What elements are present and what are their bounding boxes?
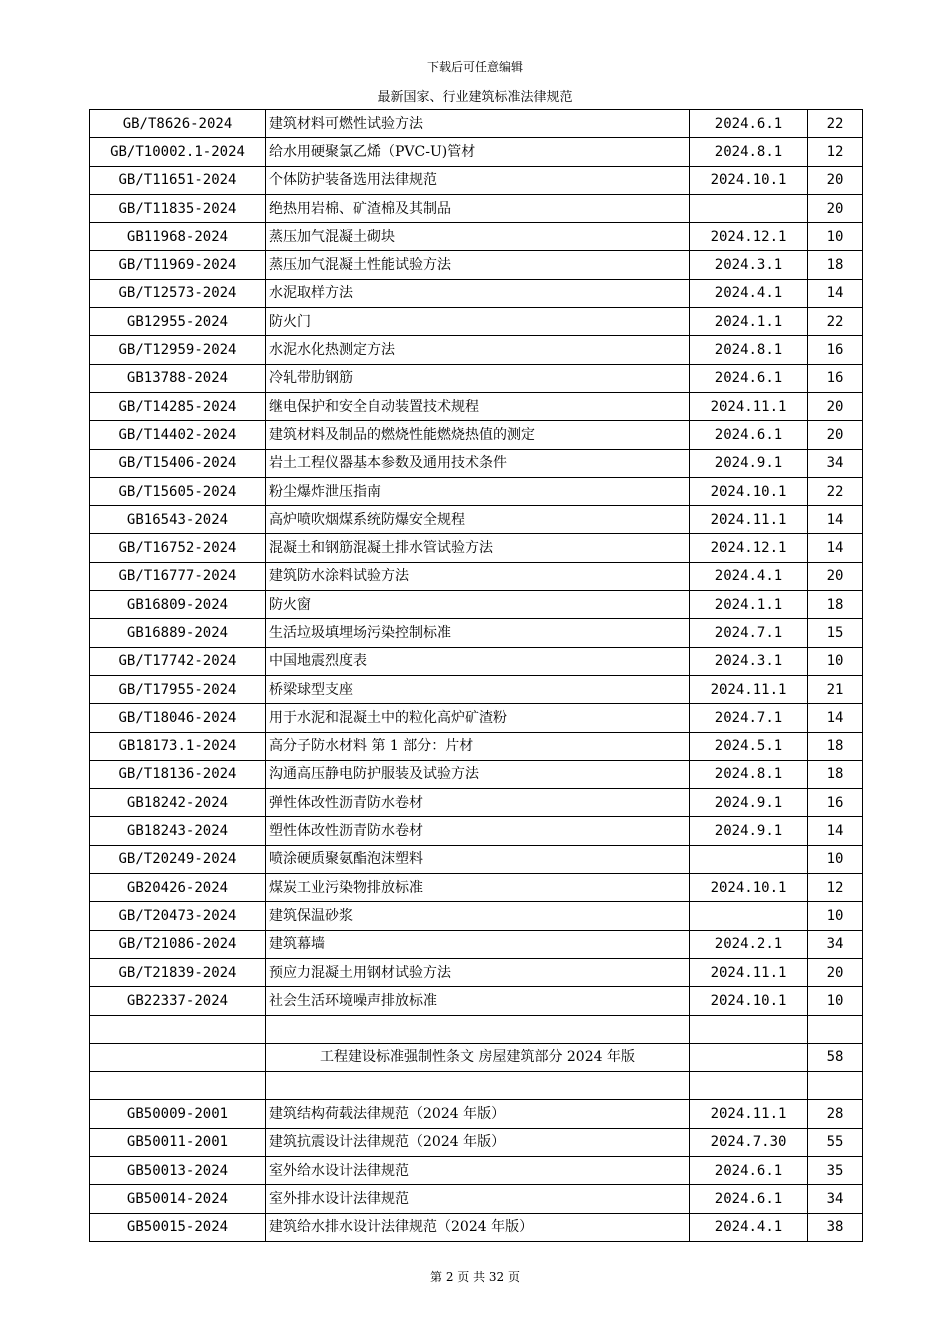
standard-code-cell: GB/T8626-2024 <box>90 110 266 138</box>
page-count-cell: 22 <box>808 308 863 336</box>
page-count-cell: 55 <box>808 1128 863 1156</box>
standard-code-cell: GB/T17955-2024 <box>90 675 266 703</box>
standard-code-cell <box>90 1015 266 1043</box>
standard-code-cell: GB/T15605-2024 <box>90 477 266 505</box>
standard-code-cell: GB/T14285-2024 <box>90 392 266 420</box>
standard-name-cell: 建筑材料及制品的燃烧性能燃烧热值的测定 <box>266 421 690 449</box>
effective-date-cell: 2024.8.1 <box>690 138 808 166</box>
effective-date-cell: 2024.11.1 <box>690 506 808 534</box>
standard-name-cell: 室外给水设计法律规范 <box>266 1156 690 1184</box>
standard-code-cell: GB50011-2001 <box>90 1128 266 1156</box>
page-count-cell: 18 <box>808 732 863 760</box>
table-row <box>90 1128 863 1156</box>
table-row <box>90 562 863 590</box>
effective-date-cell: 2024.3.1 <box>690 647 808 675</box>
table-row <box>90 336 863 364</box>
table-row <box>90 194 863 222</box>
page-count-cell: 10 <box>808 987 863 1015</box>
page-count-cell: 12 <box>808 138 863 166</box>
table-row <box>90 760 863 788</box>
page-count-cell: 22 <box>808 110 863 138</box>
standard-name-cell: 用于水泥和混凝土中的粒化高炉矿渣粉 <box>266 704 690 732</box>
standard-name-cell <box>266 1015 690 1043</box>
page-count-cell: 21 <box>808 675 863 703</box>
standard-name-cell: 水泥水化热测定方法 <box>266 336 690 364</box>
standard-name-cell: 塑性体改性沥青防水卷材 <box>266 817 690 845</box>
page-count-cell: 14 <box>808 279 863 307</box>
page-count-cell: 15 <box>808 619 863 647</box>
standard-code-cell: GB50009-2001 <box>90 1100 266 1128</box>
effective-date-cell: 2024.2.1 <box>690 930 808 958</box>
page-footer: 第 2 页 共 32 页 <box>430 1270 520 1284</box>
page-count-cell: 20 <box>808 562 863 590</box>
effective-date-cell: 2024.11.1 <box>690 958 808 986</box>
standard-code-cell: GB13788-2024 <box>90 364 266 392</box>
standard-name-cell: 建筑防水涂料试验方法 <box>266 562 690 590</box>
page-count-cell: 34 <box>808 449 863 477</box>
table-row <box>90 392 863 420</box>
standard-name-cell: 喷涂硬质聚氨酯泡沫塑料 <box>266 845 690 873</box>
effective-date-cell <box>690 1015 808 1043</box>
effective-date-cell: 2024.4.1 <box>690 562 808 590</box>
effective-date-cell <box>690 1043 808 1071</box>
standard-name-cell: 防火窗 <box>266 591 690 619</box>
effective-date-cell: 2024.10.1 <box>690 166 808 194</box>
table-row <box>90 449 863 477</box>
standards-table <box>89 109 863 1242</box>
standard-code-cell: GB/T18136-2024 <box>90 760 266 788</box>
page-count-cell: 58 <box>808 1043 863 1071</box>
standard-name-cell: 桥梁球型支座 <box>266 675 690 703</box>
page-count-cell: 34 <box>808 1185 863 1213</box>
standard-name-cell: 中国地震烈度表 <box>266 647 690 675</box>
standard-code-cell: GB12955-2024 <box>90 308 266 336</box>
standard-name-cell: 继电保护和安全自动装置技术规程 <box>266 392 690 420</box>
table-row <box>90 1100 863 1128</box>
standards-table-body <box>90 110 863 1242</box>
effective-date-cell: 2024.11.1 <box>690 1100 808 1128</box>
page-count-cell: 18 <box>808 251 863 279</box>
effective-date-cell <box>690 845 808 873</box>
effective-date-cell: 2024.6.1 <box>690 110 808 138</box>
page-count-cell: 28 <box>808 1100 863 1128</box>
effective-date-cell: 2024.10.1 <box>690 477 808 505</box>
effective-date-cell: 2024.7.1 <box>690 619 808 647</box>
page-count-cell: 10 <box>808 647 863 675</box>
effective-date-cell: 2024.1.1 <box>690 591 808 619</box>
effective-date-cell: 2024.11.1 <box>690 392 808 420</box>
table-row <box>90 138 863 166</box>
table-row <box>90 958 863 986</box>
standard-name-cell: 弹性体改性沥青防水卷材 <box>266 789 690 817</box>
effective-date-cell: 2024.5.1 <box>690 732 808 760</box>
page-count-cell: 34 <box>808 930 863 958</box>
standard-code-cell: GB/T20473-2024 <box>90 902 266 930</box>
standard-name-cell: 沟通高压静电防护服装及试验方法 <box>266 760 690 788</box>
page-count-cell: 18 <box>808 591 863 619</box>
page-count-cell: 20 <box>808 194 863 222</box>
effective-date-cell: 2024.6.1 <box>690 1156 808 1184</box>
standard-name-cell: 煤炭工业污染物排放标准 <box>266 874 690 902</box>
table-row <box>90 845 863 873</box>
table-row <box>90 675 863 703</box>
standard-name-cell: 蒸压加气混凝土砌块 <box>266 223 690 251</box>
page-count-cell <box>808 1015 863 1043</box>
effective-date-cell: 2024.9.1 <box>690 449 808 477</box>
standard-name-cell: 预应力混凝土用钢材试验方法 <box>266 958 690 986</box>
effective-date-cell: 2024.7.1 <box>690 704 808 732</box>
standard-code-cell: GB/T14402-2024 <box>90 421 266 449</box>
table-row <box>90 1156 863 1184</box>
page-count-cell: 35 <box>808 1156 863 1184</box>
effective-date-cell: 2024.4.1 <box>690 1213 808 1241</box>
standard-name-cell: 个体防护装备选用法律规范 <box>266 166 690 194</box>
table-row <box>90 110 863 138</box>
page-count-cell: 14 <box>808 817 863 845</box>
standard-name-cell: 室外排水设计法律规范 <box>266 1185 690 1213</box>
table-row <box>90 874 863 902</box>
effective-date-cell: 2024.6.1 <box>690 364 808 392</box>
page-count-cell: 14 <box>808 534 863 562</box>
standard-code-cell: GB/T12959-2024 <box>90 336 266 364</box>
effective-date-cell: 2024.9.1 <box>690 789 808 817</box>
table-row <box>90 647 863 675</box>
effective-date-cell: 2024.4.1 <box>690 279 808 307</box>
table-row <box>90 817 863 845</box>
standard-code-cell: GB18243-2024 <box>90 817 266 845</box>
standard-code-cell <box>90 1043 266 1071</box>
table-row <box>90 421 863 449</box>
document-title: 最新国家、行业建筑标准法律规范 <box>377 90 573 105</box>
table-row <box>90 506 863 534</box>
standard-code-cell: GB/T16752-2024 <box>90 534 266 562</box>
table-row <box>90 704 863 732</box>
standard-code-cell: GB20426-2024 <box>90 874 266 902</box>
standard-name-cell: 水泥取样方法 <box>266 279 690 307</box>
standard-code-cell: GB18173.1-2024 <box>90 732 266 760</box>
standard-code-cell: GB/T21086-2024 <box>90 930 266 958</box>
table-row <box>90 619 863 647</box>
table-row <box>90 477 863 505</box>
table-row <box>90 902 863 930</box>
blank-row <box>90 1015 863 1043</box>
page-count-cell: 20 <box>808 958 863 986</box>
table-row <box>90 166 863 194</box>
standard-code-cell: GB22337-2024 <box>90 987 266 1015</box>
standard-code-cell: GB18242-2024 <box>90 789 266 817</box>
standard-name-cell: 建筑材料可燃性试验方法 <box>266 110 690 138</box>
standard-code-cell: GB/T18046-2024 <box>90 704 266 732</box>
standard-name-cell: 防火门 <box>266 308 690 336</box>
standard-name-cell: 建筑抗震设计法律规范（2024 年版） <box>266 1128 690 1156</box>
standard-code-cell: GB50013-2024 <box>90 1156 266 1184</box>
effective-date-cell <box>690 902 808 930</box>
standard-name-cell: 建筑结构荷载法律规范（2024 年版） <box>266 1100 690 1128</box>
table-row <box>90 789 863 817</box>
effective-date-cell: 2024.7.30 <box>690 1128 808 1156</box>
effective-date-cell: 2024.10.1 <box>690 987 808 1015</box>
standard-code-cell: GB/T21839-2024 <box>90 958 266 986</box>
effective-date-cell: 2024.9.1 <box>690 817 808 845</box>
page-count-cell: 10 <box>808 845 863 873</box>
page-count-cell: 14 <box>808 704 863 732</box>
header-note: 下载后可任意编辑 <box>426 60 523 74</box>
standard-name-cell: 高分子防水材料 第 1 部分：片材 <box>266 732 690 760</box>
standard-code-cell: GB/T11651-2024 <box>90 166 266 194</box>
page-count-cell: 12 <box>808 874 863 902</box>
effective-date-cell <box>690 1072 808 1100</box>
standard-code-cell: GB16809-2024 <box>90 591 266 619</box>
page-count-cell: 18 <box>808 760 863 788</box>
standard-name-cell: 粉尘爆炸泄压指南 <box>266 477 690 505</box>
effective-date-cell: 2024.10.1 <box>690 874 808 902</box>
standard-name-cell: 岩土工程仪器基本参数及通用技术条件 <box>266 449 690 477</box>
standard-code-cell: GB/T20249-2024 <box>90 845 266 873</box>
standard-name-cell: 混凝土和钢筋混凝土排水管试验方法 <box>266 534 690 562</box>
standard-name-cell <box>266 1072 690 1100</box>
standard-name-cell: 工程建设标准强制性条文 房屋建筑部分 2024 年版 <box>266 1043 690 1071</box>
effective-date-cell: 2024.11.1 <box>690 675 808 703</box>
page-count-cell: 16 <box>808 789 863 817</box>
table-row <box>90 251 863 279</box>
standard-code-cell: GB/T10002.1-2024 <box>90 138 266 166</box>
effective-date-cell: 2024.1.1 <box>690 308 808 336</box>
page-count-cell: 20 <box>808 421 863 449</box>
page-count-cell <box>808 1072 863 1100</box>
page-count-cell: 10 <box>808 902 863 930</box>
standard-name-cell: 蒸压加气混凝土性能试验方法 <box>266 251 690 279</box>
page-count-cell: 16 <box>808 364 863 392</box>
table-row <box>90 364 863 392</box>
effective-date-cell: 2024.3.1 <box>690 251 808 279</box>
effective-date-cell: 2024.8.1 <box>690 760 808 788</box>
standard-code-cell: GB/T17742-2024 <box>90 647 266 675</box>
table-row <box>90 1213 863 1241</box>
standard-name-cell: 建筑保温砂浆 <box>266 902 690 930</box>
standard-name-cell: 社会生活环境噪声排放标准 <box>266 987 690 1015</box>
table-row <box>90 930 863 958</box>
table-row <box>90 279 863 307</box>
effective-date-cell: 2024.8.1 <box>690 336 808 364</box>
standard-name-cell: 建筑给水排水设计法律规范（2024 年版） <box>266 1213 690 1241</box>
page-count-cell: 14 <box>808 506 863 534</box>
page-count-cell: 38 <box>808 1213 863 1241</box>
standard-code-cell: GB/T11835-2024 <box>90 194 266 222</box>
standard-name-cell: 冷轧带肋钢筋 <box>266 364 690 392</box>
table-row <box>90 534 863 562</box>
table-row <box>90 308 863 336</box>
standard-code-cell <box>90 1072 266 1100</box>
standard-code-cell: GB/T12573-2024 <box>90 279 266 307</box>
section-heading-row <box>90 1043 863 1071</box>
standard-code-cell: GB/T16777-2024 <box>90 562 266 590</box>
effective-date-cell: 2024.12.1 <box>690 534 808 562</box>
page-count-cell: 22 <box>808 477 863 505</box>
page-count-cell: 20 <box>808 392 863 420</box>
blank-row <box>90 1072 863 1100</box>
standard-code-cell: GB/T15406-2024 <box>90 449 266 477</box>
standard-name-cell: 生活垃圾填埋场污染控制标准 <box>266 619 690 647</box>
effective-date-cell <box>690 194 808 222</box>
table-row <box>90 223 863 251</box>
standard-code-cell: GB50014-2024 <box>90 1185 266 1213</box>
page-count-cell: 20 <box>808 166 863 194</box>
standard-name-cell: 绝热用岩棉、矿渣棉及其制品 <box>266 194 690 222</box>
standard-code-cell: GB11968-2024 <box>90 223 266 251</box>
effective-date-cell: 2024.6.1 <box>690 1185 808 1213</box>
page-count-cell: 16 <box>808 336 863 364</box>
effective-date-cell: 2024.6.1 <box>690 421 808 449</box>
effective-date-cell: 2024.12.1 <box>690 223 808 251</box>
table-row <box>90 732 863 760</box>
standard-name-cell: 高炉喷吹烟煤系统防爆安全规程 <box>266 506 690 534</box>
standard-code-cell: GB50015-2024 <box>90 1213 266 1241</box>
standard-code-cell: GB/T11969-2024 <box>90 251 266 279</box>
table-row <box>90 987 863 1015</box>
standard-name-cell: 建筑幕墙 <box>266 930 690 958</box>
standard-code-cell: GB16889-2024 <box>90 619 266 647</box>
page-count-cell: 10 <box>808 223 863 251</box>
table-row <box>90 1185 863 1213</box>
standard-name-cell: 给水用硬聚氯乙烯（PVC-U)管材 <box>266 138 690 166</box>
table-row <box>90 591 863 619</box>
standard-code-cell: GB16543-2024 <box>90 506 266 534</box>
